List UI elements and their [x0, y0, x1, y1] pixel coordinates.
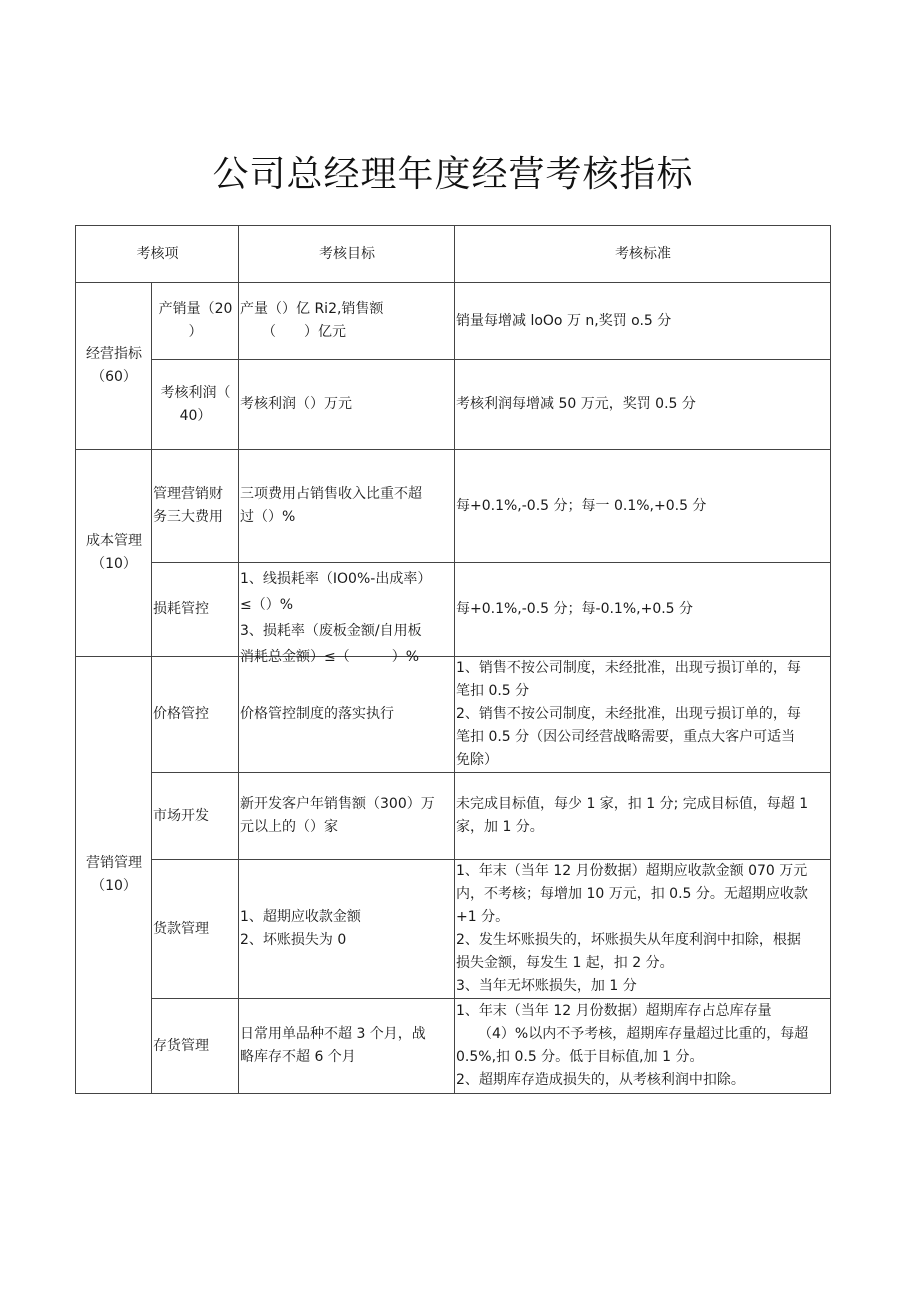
target-cell: 新开发客户年销售额（300）万 元以上的（）家 [239, 773, 455, 860]
header-item: 考核项 [76, 226, 239, 283]
sub-item-cell: 损耗管控 [152, 563, 239, 657]
table-row [76, 360, 831, 450]
header-target: 考核目标 [239, 226, 455, 283]
page-title: 公司总经理年度经营考核指标 [212, 154, 694, 195]
table-row [76, 773, 831, 860]
sub-item-cell: 考核利润（ 40） [152, 360, 239, 450]
standard-cell: 每+0.1%,-0.5 分；每一 0.1%,+0.5 分 [455, 450, 831, 563]
assessment-table [75, 225, 831, 1094]
standard-cell: 每+0.1%,-0.5 分；每-0.1%,+0.5 分 [455, 563, 831, 657]
category-cell: 成本管理 （10） [76, 450, 152, 657]
standard-cell: 1、年末（当年 12 月份数据）超期应收款金额 070 万元 内，不考核；每增加 10 万元，扣 0.5 分。无超期应收款 +1 分。 2、发生坏账损失的，坏账损失从年度利润中扣除，根据 损失金额，每发生 1 起，扣 2 分。 3、当年无坏账损失，加 1 分 [455, 860, 831, 999]
sub-item-cell: 货款管理 [152, 860, 239, 999]
target-cell: 1、超期应收款金额 2、坏账损失为 0 [239, 860, 455, 999]
category-cell: 营销管理 （10） [76, 657, 152, 1094]
target-cell: 产量（）亿 Ri2,销售额 （ ）亿元 [239, 283, 455, 360]
target-cell: 考核利润（）万元 [239, 360, 455, 450]
sub-item-cell: 管理营销财 务三大费用 [152, 450, 239, 563]
standard-cell: 1、销售不按公司制度，未经批准，出现亏损订单的，每 笔扣 0.5 分 2、销售不按公司制度，未经批准，出现亏损订单的，每 笔扣 0.5 分（因公司经营战略需要，重点大客户可适当 免除） [455, 657, 831, 773]
standard-cell: 销量每增减 loOo 万 n,奖罚 o.5 分 [455, 283, 831, 360]
table-row [76, 999, 831, 1094]
table-row [76, 563, 831, 657]
standard-cell: 考核利润每增减 50 万元，奖罚 0.5 分 [455, 360, 831, 450]
standard-cell: 1、年末（当年 12 月份数据）超期库存占总库存量 （4）%以内不予考核，超期库存量超过比重的，每超 0.5%,扣 0.5 分。低于目标值,加 1 分。 2、超期库存造成损失的，从考核利润中扣除。 [455, 999, 831, 1094]
sub-item-cell: 产销量（20 ） [152, 283, 239, 360]
sub-item-cell: 价格管控 [152, 657, 239, 773]
sub-item-cell: 市场开发 [152, 773, 239, 860]
sub-item-cell: 存货管理 [152, 999, 239, 1094]
standard-cell: 未完成目标值，每少 1 家，扣 1 分; 完成目标值，每超 1 家，加 1 分。 [455, 773, 831, 860]
target-cell: 1、线损耗率（IO0%-出成率） ≤（）% 3、损耗率（废板金额/自用板 消耗总金额）≤（ ）% [239, 563, 455, 657]
target-cell: 三项费用占销售收入比重不超 过（）% [239, 450, 455, 563]
target-cell: 日常用单品种不超 3 个月，战 略库存不超 6 个月 [239, 999, 455, 1094]
header-standard: 考核标准 [455, 226, 831, 283]
category-cell: 经营指标 （60） [76, 283, 152, 450]
table-header-row [76, 226, 831, 283]
table-row [76, 657, 831, 773]
target-cell: 价格管控制度的落实执行 [239, 657, 455, 773]
table-row [76, 860, 831, 999]
table-row [76, 283, 831, 360]
table-row [76, 450, 831, 563]
